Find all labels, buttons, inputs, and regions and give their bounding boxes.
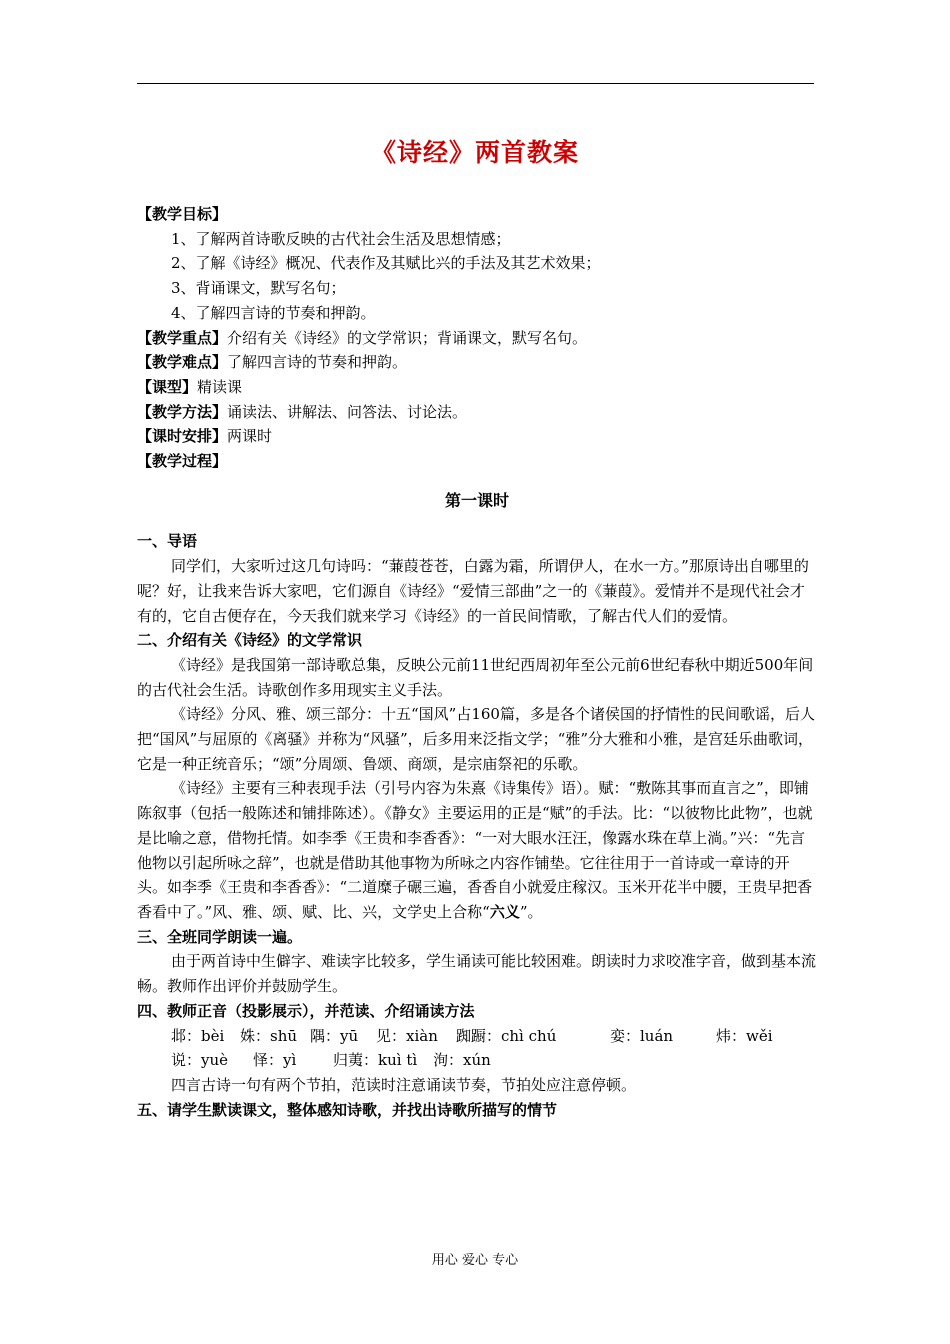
pronunciation-item: 炜：wěi bbox=[716, 1026, 773, 1045]
key-points-text: 介绍有关《诗经》的文学常识；背诵课文，默写名句。 bbox=[227, 328, 588, 347]
paragraph-text: ”。 bbox=[519, 902, 543, 921]
document-title: 《诗经》两首教案 bbox=[370, 138, 579, 167]
pronunciation-item: 归荑：kuì tì bbox=[333, 1051, 418, 1070]
section-heading: 三、全班同学朗读一遍。 bbox=[137, 927, 303, 946]
difficulty-text: 了解四言诗的节奏和押韵。 bbox=[227, 353, 408, 372]
lesson-type-label: 【课型】 bbox=[137, 377, 198, 396]
lesson-heading: 第一课时 bbox=[444, 490, 509, 510]
pronunciation-item: 邶：bèi bbox=[171, 1026, 225, 1045]
difficulty bbox=[137, 350, 817, 375]
pronunciation-item: 见：xiàn bbox=[376, 1026, 438, 1045]
teaching-method-label: 【教学方法】 bbox=[137, 402, 228, 421]
difficulty-label: 【教学难点】 bbox=[137, 353, 228, 372]
paragraph: 四言古诗一句有两个节拍，范读时注意诵读节奏，节拍处应注意停顿。 bbox=[171, 1075, 637, 1094]
pronunciation-row bbox=[137, 1024, 817, 1049]
lesson-type bbox=[137, 375, 817, 400]
paragraph bbox=[137, 776, 817, 924]
pronunciation-item: 隅：yū bbox=[310, 1026, 359, 1045]
section-heading: 五、请学生默读课文，整体感知诗歌，并找出诗歌所描写的情节 bbox=[137, 1100, 558, 1119]
paragraph: 《诗经》是我国第一部诗歌总集，反映公元前11世纪西周初年至公元前6世纪春秋中期近500年间的古代社会生活。诗歌创作多用现实主义手法。 bbox=[137, 655, 814, 699]
section-heading: 四、教师正音（投影展示），并范读、介绍诵读方法 bbox=[137, 1001, 475, 1020]
schedule-label: 【课时安排】 bbox=[137, 427, 228, 446]
lesson-type-text: 精读课 bbox=[197, 377, 243, 396]
goal-item: 3、背诵课文，默写名句； bbox=[171, 279, 346, 298]
paragraph: 由于两首诗中生僻字、难读字比较多，学生诵读可能比较困难。朗读时力求咬准字音，做到基本流畅。教师作出评价并鼓励学生。 bbox=[137, 952, 817, 996]
key-points-label: 【教学重点】 bbox=[137, 328, 228, 347]
goals-label: 【教学目标】 bbox=[137, 205, 228, 223]
key-points bbox=[137, 326, 817, 351]
paragraph: 同学们，大家听过这几句诗吗：“蒹葭苍苍，白露为霜，所谓伊人，在水一方。”那原诗出自哪里的呢？好，让我来告诉大家吧，它们源自《诗经》“爱情三部曲”之一的《蒹葭》。爱情并不是现代社会才有的，它自古便存在，今天我们就来学习《诗经》的一首民间情歌，了解古代人们的爱情。 bbox=[137, 557, 809, 625]
teaching-method-text: 诵读法、讲解法、问答法、讨论法。 bbox=[227, 402, 468, 421]
schedule-text: 两课时 bbox=[227, 427, 273, 446]
pronunciation-item: 怿：yì bbox=[253, 1051, 297, 1070]
pronunciation-row bbox=[137, 1048, 817, 1073]
page-footer: 用心 爱心 专心 bbox=[431, 1253, 519, 1268]
pronunciation-item: 姝：shū bbox=[240, 1026, 298, 1045]
schedule bbox=[137, 424, 817, 449]
paragraph: 《诗经》分风、雅、颂三部分：十五“国风”占160篇，多是各个诸侯国的抒情性的民间歌谣，后人把“国风”与屈原的《离骚》并称为“风骚”，后多用来泛指文学；“雅”分大雅和小雅，是宫廷乐曲歌词，它是一种正统音乐；“颂”分周颂、鲁颂、商颂，是宗庙祭祀的乐歌。 bbox=[137, 705, 815, 773]
process-label: 【教学过程】 bbox=[137, 452, 228, 471]
six-meanings-term: 六义 bbox=[489, 902, 520, 921]
pronunciation-item: 说：yuè bbox=[171, 1051, 229, 1070]
teaching-method bbox=[137, 400, 817, 425]
goal-item: 2、了解《诗经》概况、代表作及其赋比兴的手法及其艺术效果； bbox=[171, 254, 601, 273]
pronunciation-item: 娈：luán bbox=[610, 1026, 674, 1045]
goal-item: 1、了解两首诗歌反映的古代社会生活及思想情感； bbox=[171, 229, 511, 248]
section-heading: 二、介绍有关《诗经》的文学常识 bbox=[137, 631, 363, 650]
goal-item: 4、了解四言诗的节奏和押韵。 bbox=[171, 303, 376, 322]
document-body bbox=[137, 202, 817, 1122]
pronunciation-item: 踟蹰：chì chú bbox=[456, 1026, 557, 1045]
paragraph-text: 《诗经》主要有三种表现手法（引号内容为朱熹《诗集传》语）。赋：“敷陈其事而直言之”，即铺陈叙事（包括一般陈述和铺排陈述）。《静女》主要运用的正是“赋”的手法。比：“以彼物比此物”，也就是比喻之意，借物托情。如李季《王贵和李香香》：“一对大眼水汪汪，像露水珠在草上淌。”兴：“先言他物以引起所咏之辞”，也就是借助其他事物为所咏之内容作铺垫。它往往用于一首诗或一章诗的开头。如李季《王贵和李香香》：“二道糜子碾三遍，香香自小就爱庄稼汉。玉米开花半中腰，王贵早把香香看中了。”风、雅、颂、赋、比、兴，文学史上合称“ bbox=[137, 779, 813, 921]
pronunciation-item: 洵：xún bbox=[433, 1051, 491, 1070]
header-rule bbox=[137, 83, 814, 84]
section-heading: 一、导语 bbox=[137, 532, 198, 551]
